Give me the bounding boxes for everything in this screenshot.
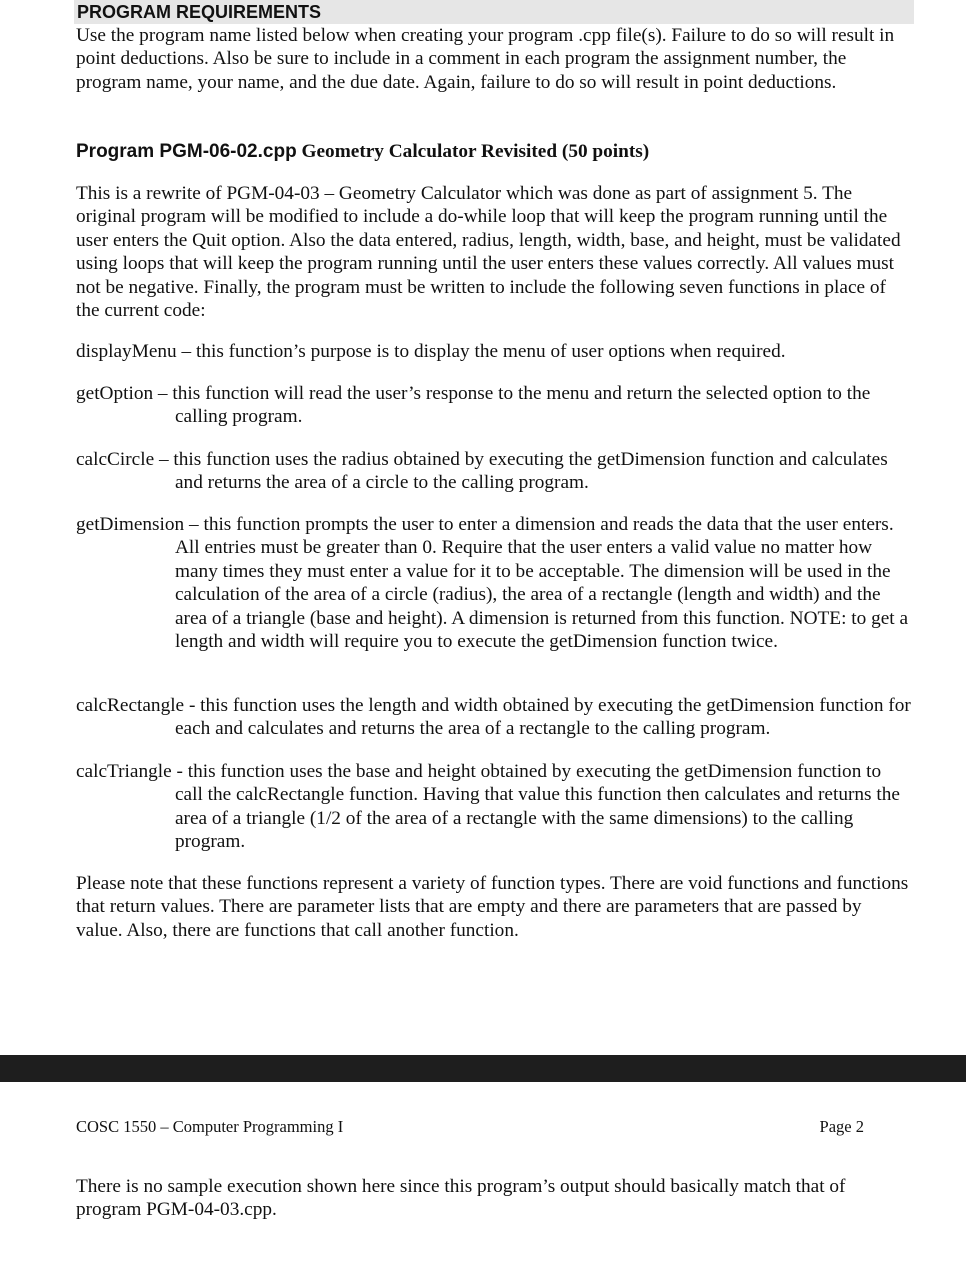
function-displayMenu: displayMenu – this function’s purpose is to display the menu of user options when required. [76,341,786,362]
function-calcTriangle: calcTriangle - this function uses the base and height obtained by executing the getDimension function to call the calcRectangle function. Having that value this function then calculates and returns the area of a triangle (1/2 of the area of a rectangle with the same dimensions) to the calling program. [76,761,900,853]
program-title [76,140,912,164]
section-header [74,0,914,24]
note-paragraph: Please note that these functions represent a variety of function types. There are void functions and functions that return values. There are parameter lists that are empty and there are parameters that are passed by value. Also, there are functions that call another function. [76,873,909,941]
section-header-title: PROGRAM REQUIREMENTS [77,2,322,22]
final-note-paragraph: There is no sample execution shown here since this program’s output should basically match that of program PGM-04-03.cpp. [76,1176,846,1221]
intro-paragraph: Use the program name listed below when creating your program .cpp file(s). Failure to do so will result in point deductions. Also be sure to include in a comment in each program the assignment number, the program name, your name, and the due date. Again, failure to do so will result in point deductions. [76,25,895,93]
function-calcRectangle: calcRectangle - this function uses the length and width obtained by executing the getDimension function for each and calculates and returns the area of a rectangle to the calling program. [76,695,911,740]
function-getDimension: getDimension – this function prompts the user to enter a dimension and reads the data that the user enters. All entries must be greater than 0. Require that the user enters a valid value no matter how many times they must enter a value for it to be acceptable. The dimension will be used in the calculation of the area of a circle (radius), the area of a rectangle (length and width) and the area of a triangle (base and height). A dimension is returned from this function. NOTE: to get a length and width will require you to execute the getDimension function twice. [76,514,909,653]
footer-page-number: Page 2 [819,1117,864,1136]
footer-course: COSC 1550 – Computer Programming I [76,1117,344,1136]
program-name: Program PGM-06-02.cpp [76,141,297,162]
program-description: Geometry Calculator Revisited (50 points) [301,141,650,162]
function-getOption: getOption – this function will read the user’s response to the menu and return the selected option to the calling program. [76,383,871,428]
function-calcCircle: calcCircle – this function uses the radius obtained by executing the getDimension function and calculates and returns the area of a circle to the calling program. [76,449,888,494]
overview-paragraph: This is a rewrite of PGM-04-03 – Geometry Calculator which was done as part of assignment 5. The original program will be modified to include a do-while loop that will keep the program running until the user enters the Quit option. Also the data entered, radius, length, width, base, and height, must be validated using loops that will keep the program running until the user enters these values correctly. All values must not be negative. Finally, the program must be written to include the following seven functions in place of the current code: [76,183,901,322]
page-break-band [0,1055,966,1082]
